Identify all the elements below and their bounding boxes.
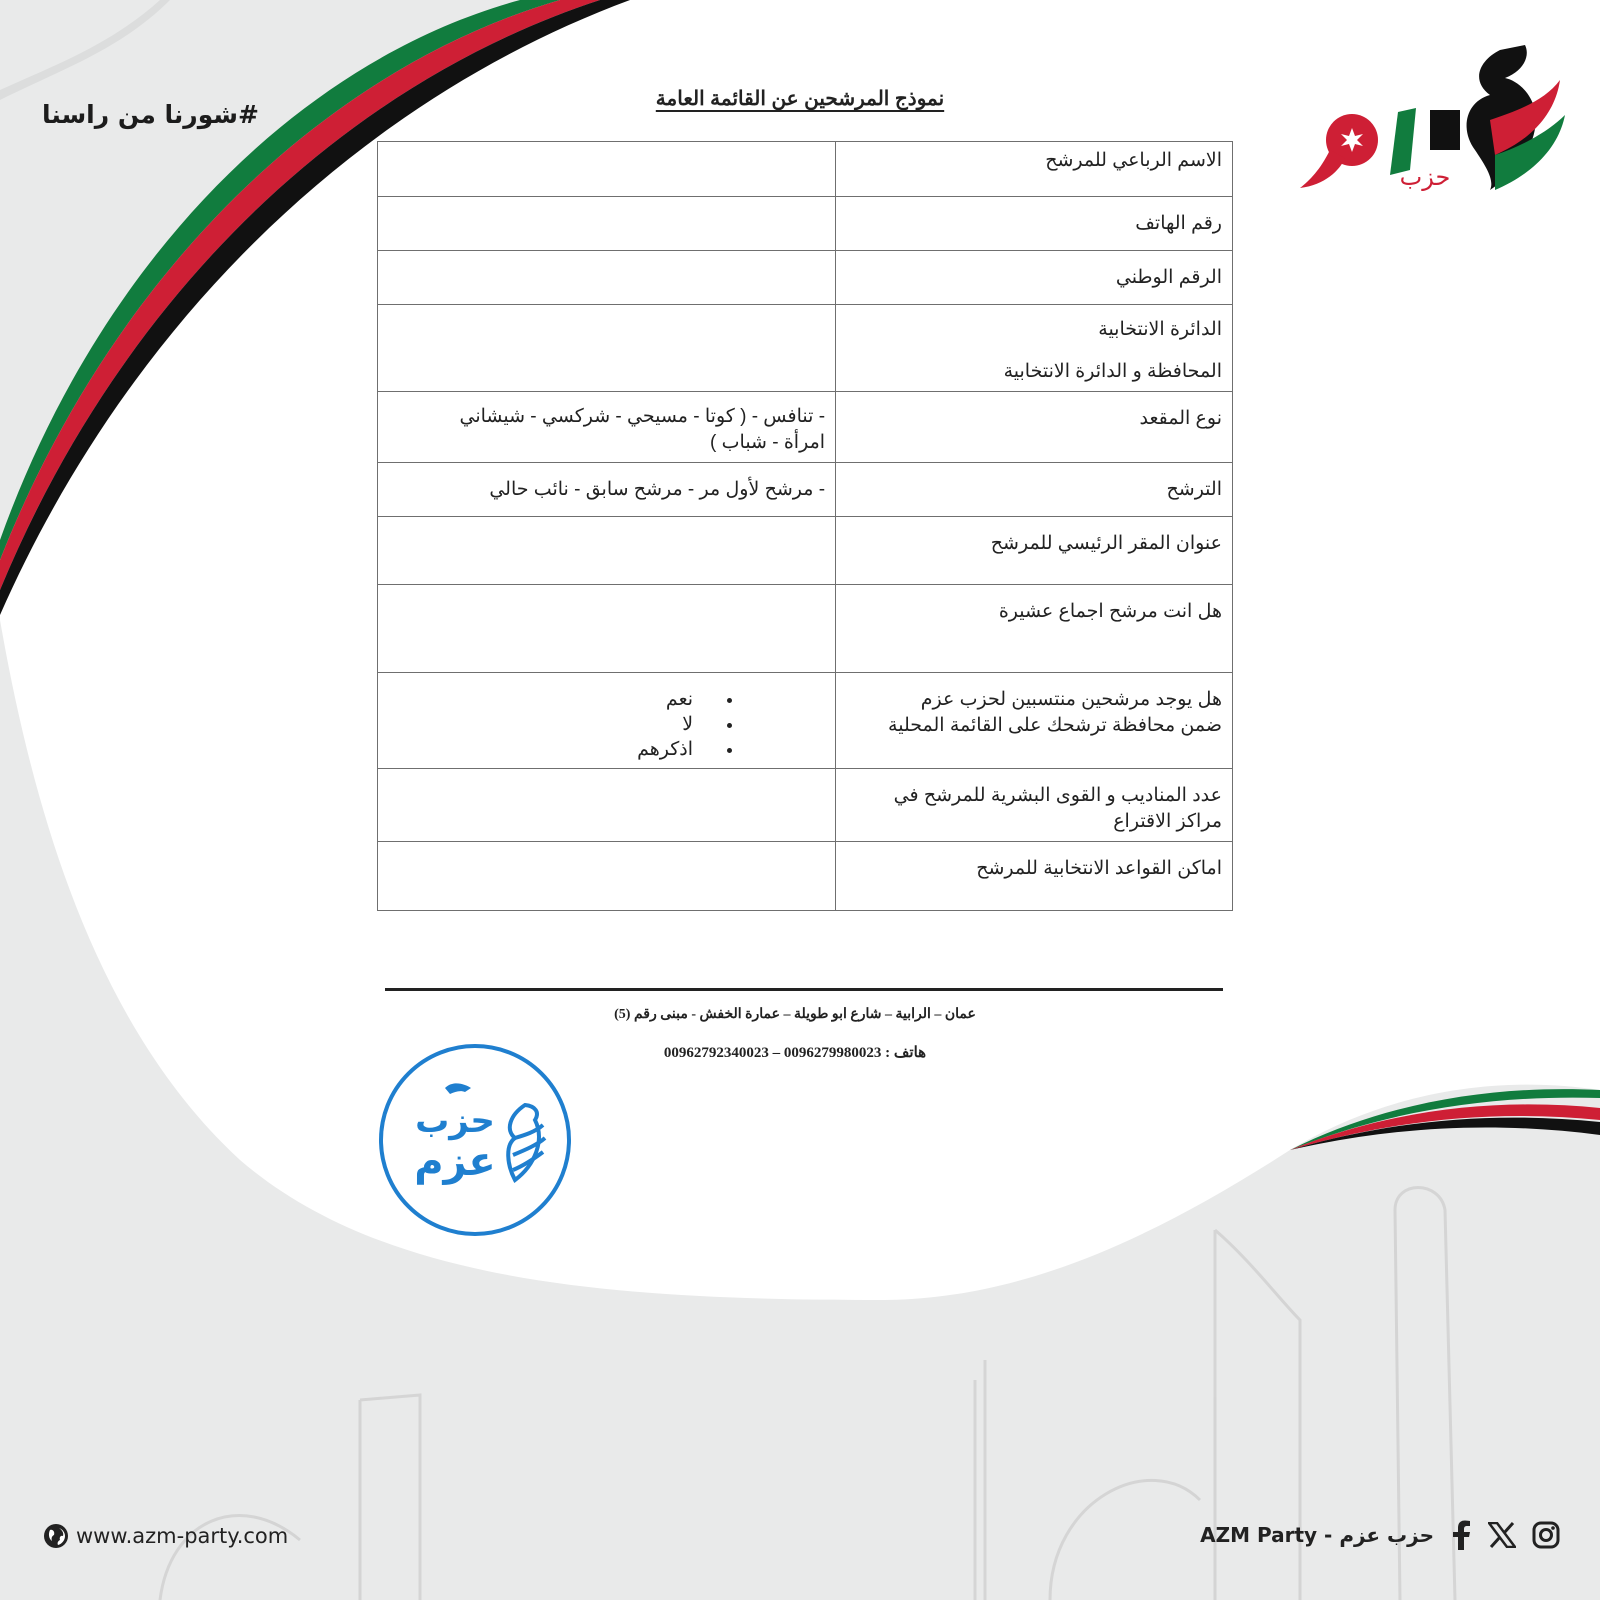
row-label: ضمن محافظة ترشحك على القائمة المحلية — [888, 715, 1222, 736]
social-bar — [1200, 1520, 1560, 1550]
phone-field[interactable] — [378, 197, 836, 251]
form-row-delegates — [378, 769, 1233, 842]
seat-type-options[interactable] — [378, 392, 836, 463]
form-row-district — [378, 305, 1233, 392]
row-label: الدائرة الانتخابية — [1098, 319, 1222, 340]
row-label: عدد المناديب و القوى البشرية للمرشح في — [893, 785, 1222, 806]
yes-no-list — [388, 687, 825, 762]
candidate-form-table — [377, 141, 1233, 911]
row-label: هل انت مرشح اجماع عشيرة — [998, 601, 1222, 622]
form-row-full-name — [378, 142, 1233, 197]
national-id-field[interactable] — [378, 251, 836, 305]
seat-type-options-line: امرأة - شباب ) — [710, 432, 826, 453]
row-label: نوع المقعد — [1139, 408, 1222, 429]
form-row-headquarters — [378, 517, 1233, 585]
seat-type-options-line: - تنافس - ( كوتا - مسيحي - شركسي - شيشاني — [459, 406, 826, 427]
brand-name: AZM Party - حزب عزم — [1200, 1523, 1434, 1547]
website-url: www.azm-party.com — [76, 1524, 289, 1548]
district-field[interactable] — [378, 305, 836, 392]
form-row-candidacy — [378, 463, 1233, 517]
row-label: مراكز الاقتراع — [1113, 811, 1222, 832]
form-row-tribal-consensus — [378, 585, 1233, 673]
stamp-line1: حزب — [415, 1101, 495, 1141]
footer-divider — [385, 988, 1223, 991]
row-label: الاسم الرباعي للمرشح — [1045, 150, 1222, 171]
option-mention-them[interactable]: • اذكرهم — [388, 737, 715, 762]
form-row-party-members — [378, 673, 1233, 769]
facebook-icon[interactable] — [1450, 1520, 1472, 1550]
form-row-phone — [378, 197, 1233, 251]
row-label: عنوان المقر الرئيسي للمرشح — [990, 533, 1222, 554]
form-row-national-id — [378, 251, 1233, 305]
instagram-icon[interactable] — [1532, 1521, 1560, 1549]
row-label: الرقم الوطني — [1115, 267, 1222, 288]
office-phone: هاتف : 0096279980023 – 00962792340023 — [663, 1045, 927, 1061]
row-label: الترشح — [1166, 479, 1222, 500]
logo-sub-text: حزب — [1399, 163, 1451, 191]
party-stamp — [375, 1040, 575, 1240]
x-icon[interactable] — [1488, 1522, 1516, 1548]
full-name-field[interactable] — [378, 142, 836, 197]
azm-party-logo — [1290, 40, 1570, 200]
candidacy-options-line: - مرشح لأول مر - مرشح سابق - نائب حالي — [489, 479, 826, 500]
candidacy-options[interactable] — [378, 463, 836, 517]
form-row-seat-type — [378, 392, 1233, 463]
row-label: اماكن القواعد الانتخابية للمرشح — [976, 858, 1222, 879]
headquarters-field[interactable] — [378, 517, 836, 585]
document-title: نموذج المرشحين عن القائمة العامة — [655, 88, 945, 110]
website-link[interactable] — [42, 1522, 288, 1550]
stamp-line2: عزم — [414, 1139, 496, 1185]
electoral-bases-field[interactable] — [378, 842, 836, 911]
hashtag-slogan: #شورنا من راسنا — [42, 100, 259, 129]
option-no[interactable]: • لا — [388, 712, 715, 737]
form-row-electoral-bases — [378, 842, 1233, 911]
delegates-field[interactable] — [378, 769, 836, 842]
row-label: هل يوجد مرشحين منتسبين لحزب عزم — [920, 689, 1222, 710]
row-label: رقم الهاتف — [1135, 213, 1222, 234]
globe-icon — [42, 1522, 70, 1550]
tribal-consensus-field[interactable] — [378, 585, 836, 673]
row-label: المحافظة و الدائرة الانتخابية — [1003, 361, 1222, 382]
party-members-options[interactable] — [378, 673, 836, 769]
office-address: عمان – الرابية – شارع ابو طويلة – عمارة الخفش - مبنى رقم (5) — [614, 1007, 976, 1022]
option-yes[interactable]: • نعم — [388, 687, 715, 712]
